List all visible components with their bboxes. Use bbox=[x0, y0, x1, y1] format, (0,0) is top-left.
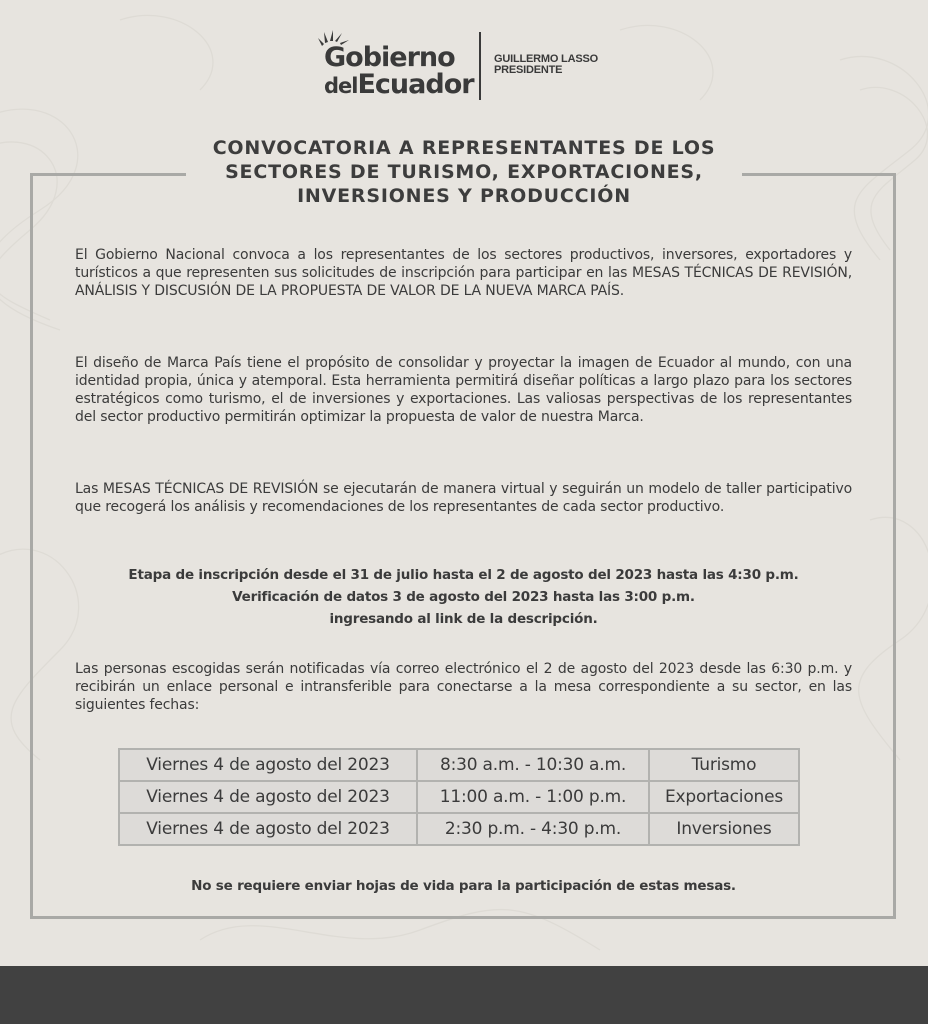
paragraph-1: El Gobierno Nacional convoca a los representantes de los sectores productivos, inversores, exportadores y turísticos a que representen sus solicitudes de inscripción para participar en las MESAS TÉCNICAS DE REVISIÓN, ANÁLISIS Y DISCUSIÓN DE LA PROPUESTA DE VALOR DE LA NUEVA MARCA PAÍS. bbox=[75, 247, 852, 299]
title-line-2: SECTORES DE TURISMO, EXPORTACIONES, bbox=[225, 161, 703, 183]
schedule-date: Viernes 4 de agosto del 2023 bbox=[120, 750, 416, 780]
schedule-time: 11:00 a.m. - 1:00 p.m. bbox=[418, 782, 648, 812]
announcement-title bbox=[186, 136, 742, 208]
president-title: PRESIDENTE bbox=[494, 64, 563, 76]
table-row bbox=[120, 782, 798, 812]
schedule-date: Viernes 4 de agosto del 2023 bbox=[120, 782, 416, 812]
title-line-1: CONVOCATORIA A REPRESENTANTES DE LOS bbox=[212, 137, 716, 159]
schedule-sector: Turismo bbox=[650, 750, 798, 780]
government-logo bbox=[312, 28, 632, 104]
schedule-sector: Inversiones bbox=[650, 814, 798, 844]
verification-dates: Verificación de datos 3 de agosto del 2023 hasta las 3:00 p.m. bbox=[232, 589, 695, 605]
president-block bbox=[494, 54, 598, 76]
link-instruction: ingresando al link de la descripción. bbox=[329, 611, 598, 627]
schedule-time: 8:30 a.m. - 10:30 a.m. bbox=[418, 750, 648, 780]
logo-divider bbox=[479, 32, 481, 100]
bottom-bar bbox=[0, 966, 928, 1024]
logo-ecuador-text bbox=[324, 69, 474, 100]
schedule-date: Viernes 4 de agosto del 2023 bbox=[120, 814, 416, 844]
schedule-sector: Exportaciones bbox=[650, 782, 798, 812]
paragraph-3: Las MESAS TÉCNICAS DE REVISIÓN se ejecutarán de manera virtual y seguirán un modelo de taller participativo que recogerá los análisis y recomendaciones de los representantes de cada sector productivo. bbox=[75, 481, 852, 515]
registration-info bbox=[75, 564, 852, 630]
schedule-table bbox=[118, 748, 800, 846]
logo-del-text: del bbox=[324, 74, 358, 98]
logo-ecuador-word: Ecuador bbox=[357, 69, 474, 100]
title-line-3: INVERSIONES Y PRODUCCIÓN bbox=[297, 185, 631, 207]
table-row bbox=[120, 750, 798, 780]
logo-gobierno-text: Gobierno bbox=[324, 42, 455, 73]
table-row bbox=[120, 814, 798, 844]
footer-note: No se requiere enviar hojas de vida para la participación de estas mesas. bbox=[191, 878, 736, 894]
president-name: GUILLERMO LASSO bbox=[494, 53, 598, 65]
paragraph-4: Las personas escogidas serán notificadas vía correo electrónico el 2 de agosto del 2023 desde las 6:30 p.m. y recibirán un enlace personal e intransferible para conectarse a la mesa correspondiente a su sector, en las siguientes fechas: bbox=[75, 661, 852, 713]
registration-dates: Etapa de inscripción desde el 31 de julio hasta el 2 de agosto del 2023 hasta las 4:30 p.m. bbox=[128, 567, 799, 583]
schedule-time: 2:30 p.m. - 4:30 p.m. bbox=[418, 814, 648, 844]
paragraph-2: El diseño de Marca País tiene el propósito de consolidar y proyectar la imagen de Ecuador al mundo, con una identidad propia, única y atemporal. Esta herramienta permitirá diseñar políticas a largo plazo para los sectores estratégicos como turismo, el de inversiones y exportaciones. Las valiosas perspectivas de los representantes del sector productivo permitirán optimizar la propuesta de valor de nuestra Marca. bbox=[75, 355, 852, 425]
